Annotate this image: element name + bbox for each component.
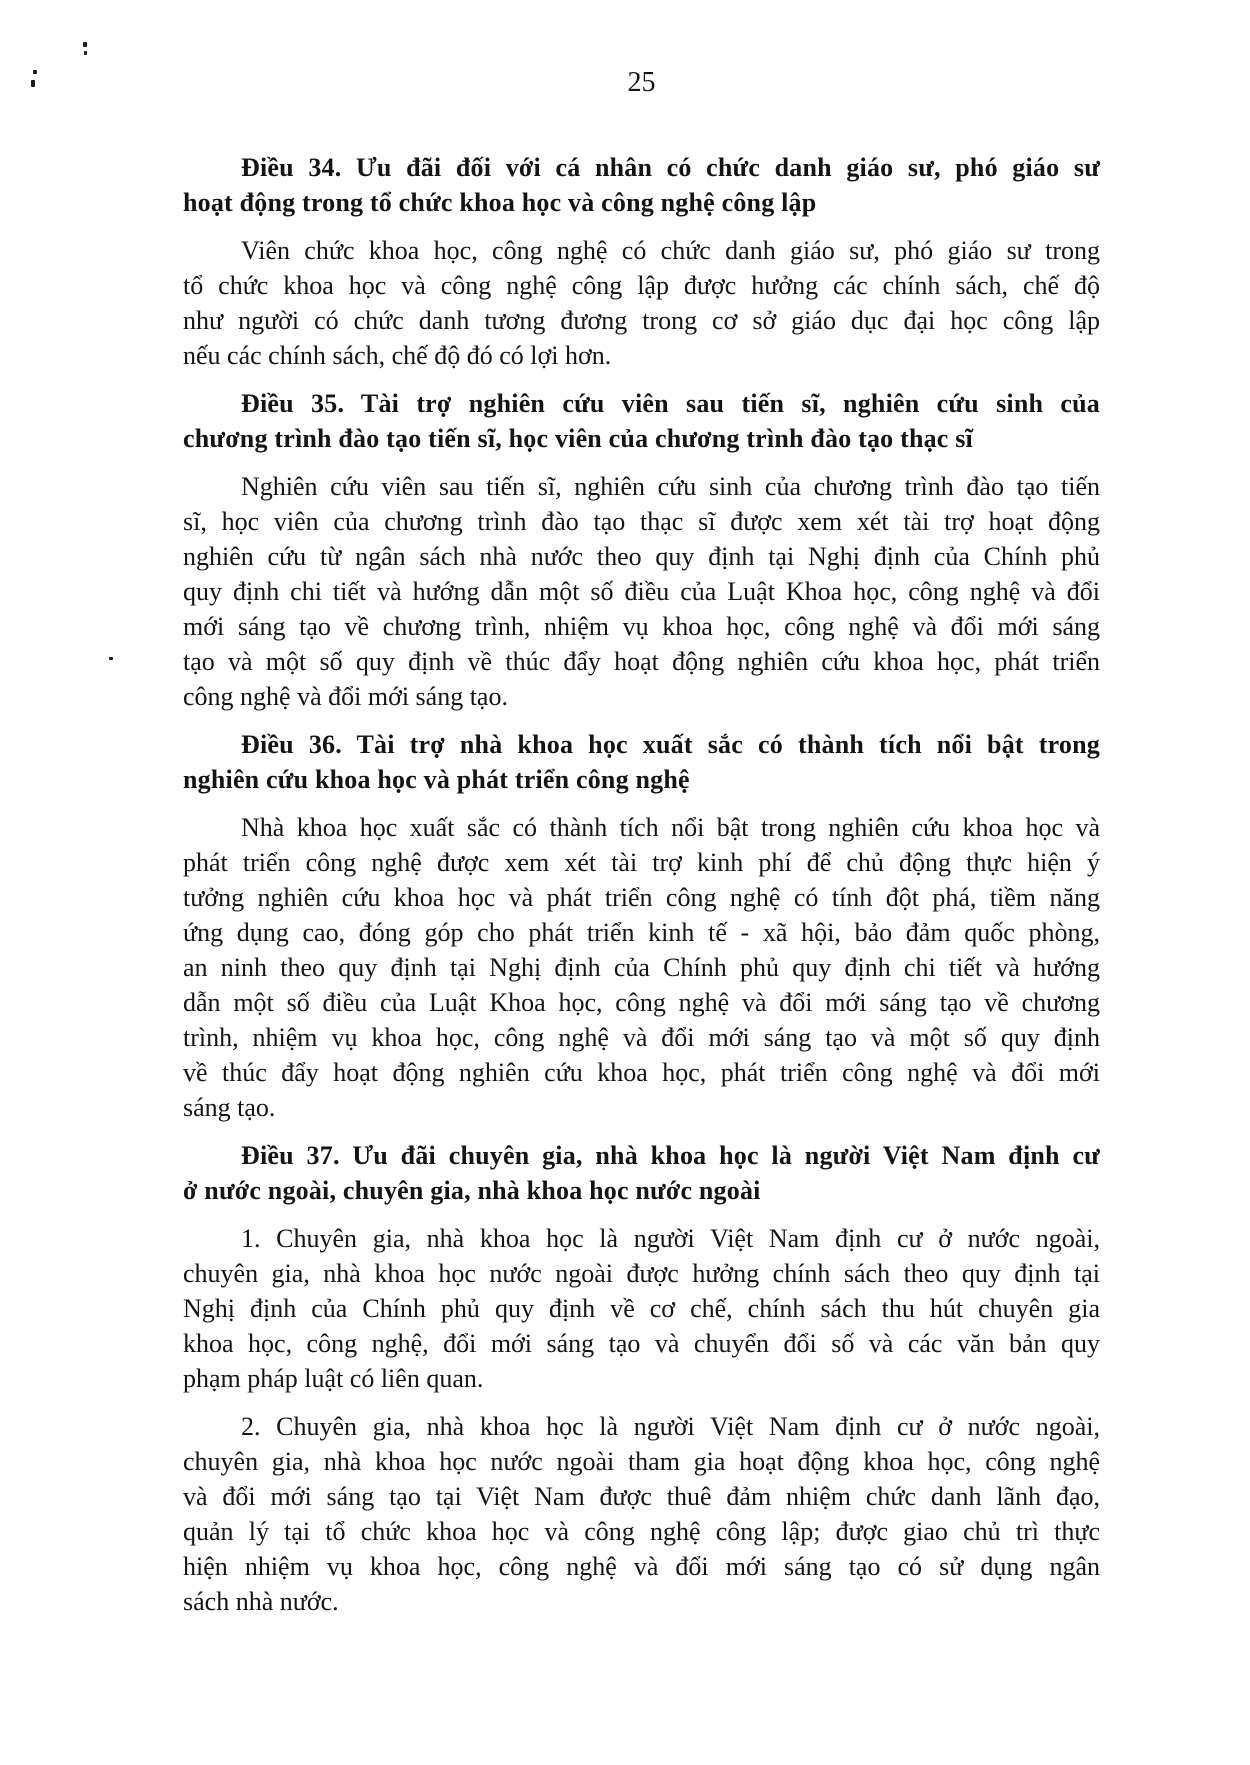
text-line: phạm pháp luật có liên quan.: [183, 1364, 484, 1393]
text-line: tạo và một số quy định về thúc đẩy hoạt động nghiên cứu khoa học, phát triển: [183, 647, 1100, 676]
text-line: ứng dụng cao, đóng góp cho phát triển kinh tế - xã hội, bảo đảm quốc phòng,: [183, 918, 1100, 947]
scan-artifact-speck: [31, 80, 35, 87]
text-line: Nghị định của Chính phủ quy định về cơ chế, chính sách thu hút chuyên gia: [183, 1294, 1100, 1323]
text-line: khoa học, công nghệ, đổi mới sáng tạo và chuyển đổi số và các văn bản quy: [183, 1329, 1100, 1358]
article-37-heading: [183, 1138, 1100, 1208]
document-body: [183, 150, 1100, 1632]
text-line: nghiên cứu từ ngân sách nhà nước theo quy định tại Nghị định của Chính phủ: [183, 542, 1100, 571]
text-line: chuyên gia, nhà khoa học nước ngoài tham gia hoạt động khoa học, công nghệ: [183, 1447, 1100, 1476]
scan-artifact-speck: [83, 42, 87, 47]
article-37-clause-2: [183, 1409, 1100, 1619]
text-line: Viên chức khoa học, công nghệ có chức danh giáo sư, phó giáo sư trong: [241, 236, 1100, 265]
page-number: 25: [627, 67, 656, 98]
text-line: mới sáng tạo về chương trình, nhiệm vụ khoa học, công nghệ và đổi mới sáng: [183, 612, 1100, 641]
scan-artifact-speck: [109, 657, 113, 660]
article-35-paragraph-1: [183, 469, 1100, 714]
text-line: quản lý tại tổ chức khoa học và công nghệ công lập; được giao chủ trì thực: [183, 1517, 1100, 1546]
text-line: tưởng nghiên cứu khoa học và phát triển công nghệ có tính đột phá, tiềm năng: [183, 883, 1100, 912]
text-line: công nghệ và đổi mới sáng tạo.: [183, 682, 508, 711]
text-line: Điều 36. Tài trợ nhà khoa học xuất sắc có thành tích nổi bật trong: [241, 730, 1100, 759]
text-line: Điều 37. Ưu đãi chuyên gia, nhà khoa học là người Việt Nam định cư: [241, 1141, 1100, 1170]
text-line: sách nhà nước.: [183, 1587, 339, 1616]
article-36-heading: [183, 727, 1100, 797]
text-line: ở nước ngoài, chuyên gia, nhà khoa học nước ngoài: [183, 1176, 761, 1205]
article-36-paragraph-1: [183, 810, 1100, 1125]
text-line: sĩ, học viên của chương trình đào tạo thạc sĩ được xem xét tài trợ hoạt động: [183, 507, 1100, 536]
text-line: Điều 34. Ưu đãi đối với cá nhân có chức danh giáo sư, phó giáo sư: [241, 153, 1100, 182]
text-line: dẫn một số điều của Luật Khoa học, công nghệ và đổi mới sáng tạo về chương: [183, 988, 1100, 1017]
text-line: chuyên gia, nhà khoa học nước ngoài được hưởng chính sách theo quy định tại: [183, 1259, 1100, 1288]
text-line: tổ chức khoa học và công nghệ công lập được hưởng các chính sách, chế độ: [183, 271, 1100, 300]
text-line: Nghiên cứu viên sau tiến sĩ, nghiên cứu sinh của chương trình đào tạo tiến: [241, 472, 1100, 501]
article-34-heading: [183, 150, 1100, 220]
text-line: 1. Chuyên gia, nhà khoa học là người Việt Nam định cư ở nước ngoài,: [241, 1224, 1100, 1253]
text-line: như người có chức danh tương đương trong cơ sở giáo dục đại học công lập: [183, 306, 1100, 335]
scan-artifact-speck: [33, 70, 37, 74]
text-line: trình, nhiệm vụ khoa học, công nghệ và đổi mới sáng tạo và một số quy định: [183, 1023, 1100, 1052]
text-line: nghiên cứu khoa học và phát triển công nghệ: [183, 765, 690, 794]
text-line: chương trình đào tạo tiến sĩ, học viên của chương trình đào tạo thạc sĩ: [183, 424, 973, 453]
text-line: và đổi mới sáng tạo tại Việt Nam được thuê đảm nhiệm chức danh lãnh đạo,: [183, 1482, 1100, 1511]
text-line: phát triển công nghệ được xem xét tài trợ kinh phí để chủ động thực hiện ý: [183, 848, 1100, 877]
text-line: sáng tạo.: [183, 1093, 276, 1122]
scan-artifact-speck: [84, 51, 87, 55]
article-35-heading: [183, 386, 1100, 456]
text-line: nếu các chính sách, chế độ đó có lợi hơn.: [183, 341, 612, 370]
text-line: Nhà khoa học xuất sắc có thành tích nổi bật trong nghiên cứu khoa học và: [241, 813, 1100, 842]
text-line: hiện nhiệm vụ khoa học, công nghệ và đổi mới sáng tạo có sử dụng ngân: [183, 1552, 1100, 1581]
text-line: hoạt động trong tổ chức khoa học và công nghệ công lập: [183, 188, 817, 217]
text-line: 2. Chuyên gia, nhà khoa học là người Việt Nam định cư ở nước ngoài,: [241, 1412, 1100, 1441]
text-line: an ninh theo quy định tại Nghị định của Chính phủ quy định chi tiết và hướng: [183, 953, 1100, 982]
text-line: Điều 35. Tài trợ nghiên cứu viên sau tiến sĩ, nghiên cứu sinh của: [241, 389, 1100, 418]
article-37-clause-1: [183, 1221, 1100, 1396]
text-line: về thúc đẩy hoạt động nghiên cứu khoa học, phát triển công nghệ và đổi mới: [183, 1058, 1100, 1087]
text-line: quy định chi tiết và hướng dẫn một số điều của Luật Khoa học, công nghệ và đổi: [183, 577, 1100, 606]
article-34-paragraph-1: [183, 233, 1100, 373]
